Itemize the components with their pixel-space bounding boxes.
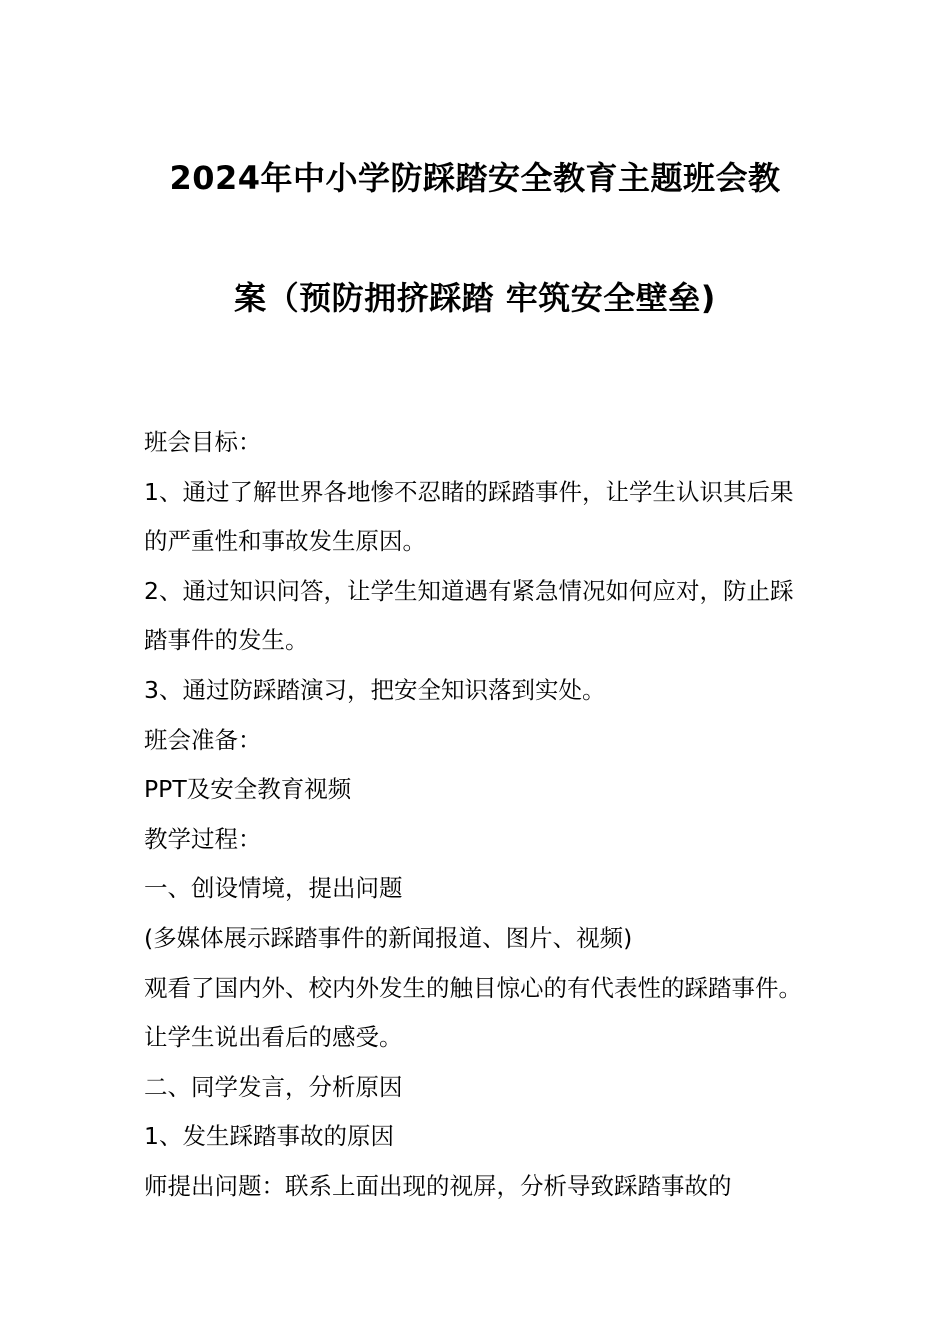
- document-title-line-1: 2024年中小学防踩踏安全教育主题班会教: [169, 159, 781, 197]
- process-step-2-heading: 二、同学发言，分析原因: [144, 1072, 403, 1101]
- document-body: [144, 418, 809, 1212]
- section-heading-process: 教学过程：: [144, 824, 262, 853]
- process-step-2-text: 师提出问题：联系上面出现的视屏，分析导致踩踏事故的: [144, 1171, 732, 1200]
- section-heading-goals: 班会目标：: [144, 428, 262, 456]
- goal-item-1: 1、通过了解世界各地惨不忍睹的踩踏事件，让学生认识其后果的严重性和事故发生原因。: [144, 477, 794, 556]
- preparation-text: PPT及安全教育视频: [144, 775, 352, 804]
- process-step-1-text: 观看了国内外、校内外发生的触目惊心的有代表性的踩踏事件。让学生说出看后的感受。: [144, 973, 802, 1052]
- process-step-1-note: (多媒体展示踩踏事件的新闻报道、图片、视频): [144, 923, 633, 952]
- process-step-2-subheading: 1、发生踩踏事故的原因: [144, 1122, 394, 1151]
- goal-item-3: 3、通过防踩踏演习，把安全知识落到实处。: [144, 675, 606, 704]
- section-heading-preparation: 班会准备：: [144, 725, 262, 754]
- process-step-1-heading: 一、创设情境，提出问题: [144, 874, 403, 903]
- goal-item-2: 2、通过知识问答，让学生知道遇有紧急情况如何应对，防止踩踏事件的发生。: [144, 576, 794, 655]
- document-title-line-2: 案（预防拥挤踩踏 牢筑安全壁垒): [234, 279, 716, 317]
